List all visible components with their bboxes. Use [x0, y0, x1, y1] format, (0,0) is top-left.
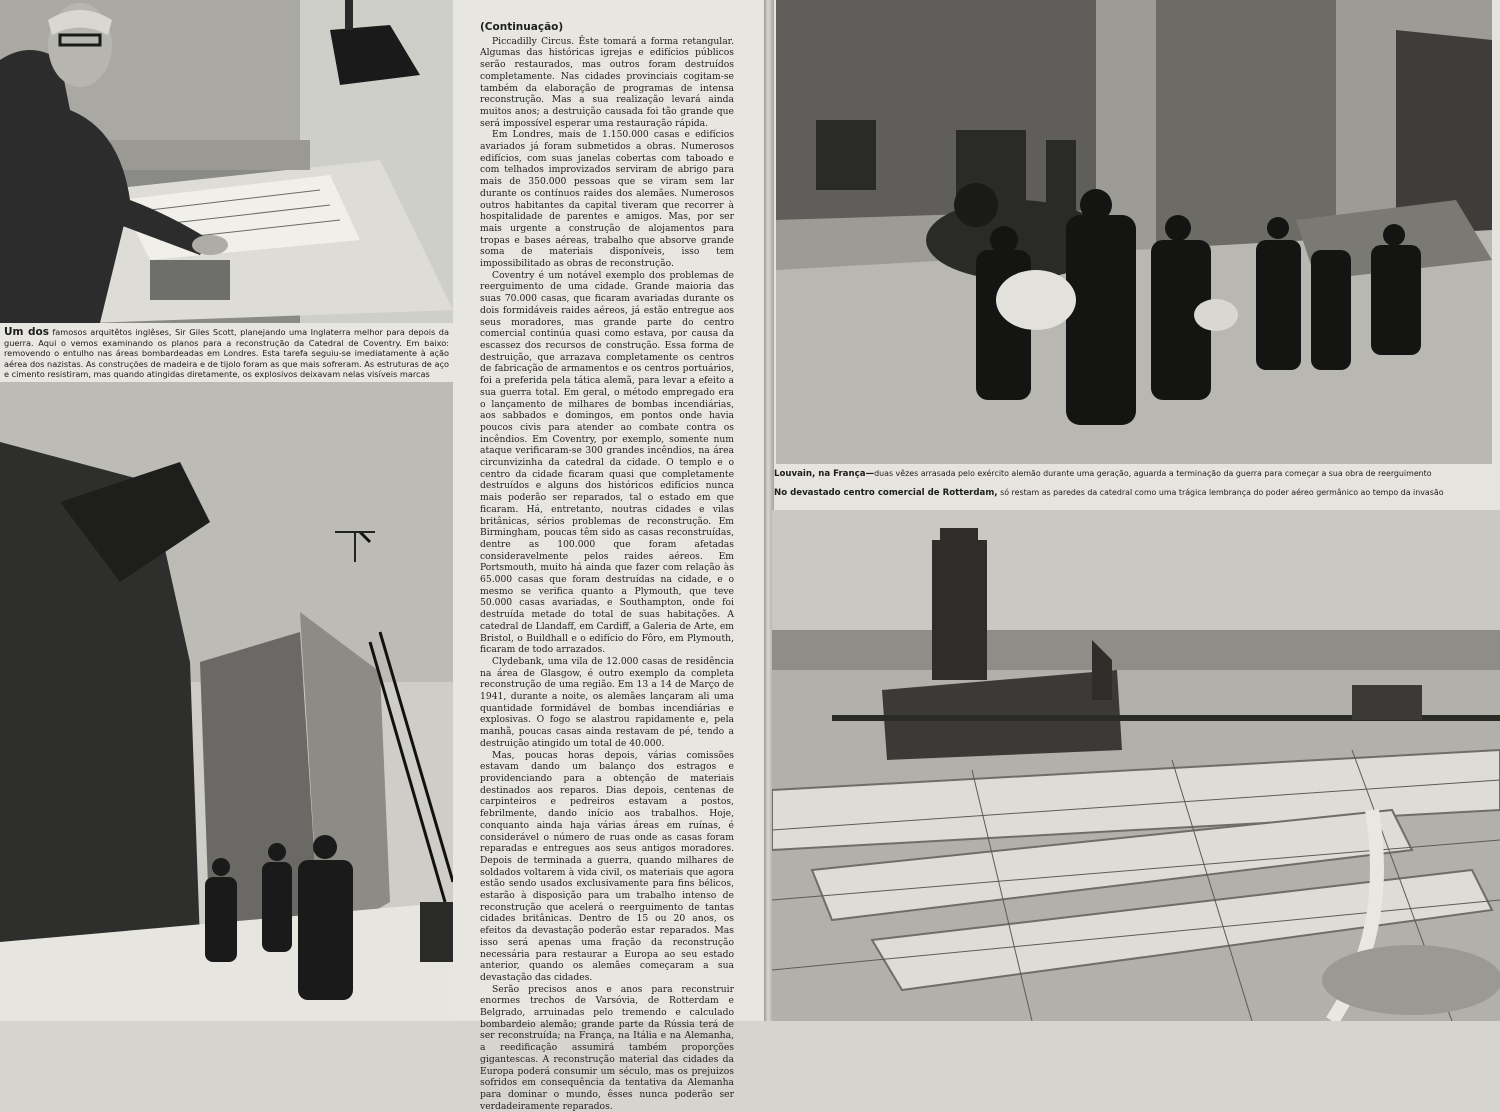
louvain-photo	[776, 0, 1492, 464]
rotterdam-caption-text: só restam as paredes da catedral como uma trágica lembrança do poder aéreo germânico ao tempo da invasão	[1000, 488, 1444, 497]
louvain-caption-lead: Louvain, na França—	[774, 469, 875, 479]
architect-caption	[0, 325, 453, 381]
architect-caption-lead: Um dos	[4, 326, 49, 338]
architect-photo	[0, 0, 453, 323]
louvain-caption-text: duas vêzes arrasada pelo exército alemão durante uma geração, aguarda a terminação da guerra para começar a sua obra de reerguimento	[874, 469, 1432, 478]
article-paragraph-4: Clydebank, uma vila de 12.000 casas de residência na área de Glasgow, é outro exemplo da completa reconstrução de uma região. Em 13 a 14 de Março de 1941, durante a noite, os alemães lançaram ali uma quantidade formidável de bombas incendiárias e explosivas. O fogo se alastrou rapidamente e, pela manhã, poucas casas ainda restavam de pé, tendo a destruição atingido um total de 40.000.	[480, 655, 734, 749]
louvain-caption	[772, 469, 1500, 479]
article-paragraph-5: Mas, poucas horas depois, várias comissões estavam dando um balanço dos estragos e providenciando para a obtenção de materiais destinados aos reparos. Dias depois, centenas de carpinteiros e pedreiros estavam a postos, febrilmente, dando início aos trabalhos. Hoje, conquanto ainda haja várias áreas em ruínas, é considerável o número de ruas onde as casas foram reparadas e entregues aos seus antigos moradores. Depois de terminada a guerra, quando milhares de soldados voltarem à vida civil, os materiais que agora estão sendo usados exclusivamente para fins bélicos, estarão à disposição para um trabalho intenso de reconstrução que acelerá o reerguimento de tantas cidades britânicas. Dentro de 15 ou 20 anos, os efeitos da devastação poderão estar reparados. Mas isso será apenas uma fração da reconstrução necessária para restaurar a Europa ao seu estado anterior, quando os alemães começaram a sua devastação das cidades.	[480, 749, 734, 983]
architect-caption-text: famosos arquitêtos inglêses, Sir Giles Scott, planejando uma Inglaterra melhor para depois da guerra. Aqui o vemos examinando os planos para a reconstrução da Catedral de Coventry. Em baixo: removendo o entulho nas áreas bombardeadas em Londres. Esta tarefa seguiu-se imediatamente à ação aérea dos nazistas. As construções de madeira e de tijolo foram as que mais sofreram. As estruturas de aço e cimento resistiram, mas quando atingidas diretamente, os explosivos deixavam nelas visíveis marcas	[4, 327, 449, 379]
article-paragraph-6: Serão precisos anos e anos para reconstruir enormes trechos de Varsóvia, de Rotterdam e Belgrado, arruinadas pelo tremendo e calculado bombardeio alemão; grande parte da Rússia terá de ser reconstruída; na França, na Itália e na Alemanha, a reedificação assumirá também proporções gigantescas. A reconstrução material das cidades da Europa poderá consumir um século, mas os prejuizos sofridos em consequência da tentativa da Alemanha para dominar o mundo, êsses nunca poderão ser verdadeiramente reparados.	[480, 983, 734, 1112]
article-column	[480, 21, 734, 1112]
rotterdam-caption-lead: No devastado centro comercial de Rotterdam,	[774, 488, 998, 498]
article-paragraph-1: Piccadilly Circus. Êste tomará a forma retangular. Algumas das históricas igrejas e edifícios públicos serão restaurados, mas outros foram destruídos completamente. Nas cidades provinciais cogitam-se também da elaboração de programas de intensa reconstrução. Mas a sua realização levará ainda muitos anos; a destruição causada foi tão grande que será impossível esperar uma restauração rápida.	[480, 35, 734, 129]
rotterdam-caption	[772, 488, 1500, 498]
rotterdam-photo	[772, 510, 1500, 1021]
article-paragraph-2: Em Londres, mais de 1.150.000 casas e edifícios avariados já foram submetidos a obras. Numerosos edifícios, com suas janelas cobertas com taboado e com telhados improvizados serviram de abrigo para mais de 350.000 pessoas que se viram sem lar durante os contínuos raides dos alemães. Numerosos outros habitantes da capital tiveram que recorrer à hospitalidade de parentes e amigos. Mas, por ser mais urgente a construção de alojamentos para tropas e bases aéreas, trabalho que absorve grande soma de materiais disponíveis, isso tem impossibilitado as obras de reconstrução.	[480, 129, 734, 270]
article-paragraph-3: Coventry é um notável exemplo dos problemas de reerguimento de uma cidade. Grande maioria das suas 70.000 casas, que ficaram avariadas durante os dois formidáveis raides aéreos, já estão entregue aos seus moradores, mas grande parte do centro comercial continúa quasi como estava, por causa da escassez dos recursos de construção. Essa forma de destruição, que arrazava completamente os centros de fabricação de armamentos e os centros portuários, foi a preferida pela tática alemã, para levar a efeito a sua guerra total. Em geral, o método empregado era o lançamento de milhares de bombas incendiárias, aos sabbados e domingos, em pontos onde havia poucos civis para atender ao combate contra os incêndios. Em Coventry, por exemplo, somente num ataque verificaram-se 300 grandes incêndios, na área circunvizinha da catedral da cidade. O templo e o centro da cidade ficaram quasi que completamente destruídos e alguns dos históricos edifícios nunca mais poderão ser reparados, tal o estado em que ficaram. Há, entretanto, noutras cidades e vilas britânicas, sérios problemas de reconstrução. Em Birmingham, poucas têm sido as casas reconstruídas, dentre as 100.000 que foram afetadas consideravelmente pelos raides aéreos. Em Portsmouth, muito há ainda que fazer com relação às 65.000 casas que foram destruídas na cidade, e o mesmo se verifica quanto a Plymouth, que teve 50.000 casas avariadas, e Southampton, onde foi destruída metade do total de suas habitações. A catedral de Llandaff, em Cardiff, a Galeria de Arte, em Bristol, o Buildhall e o edifício do Fôro, em Plymouth, ficaram de todo arrazados.	[480, 269, 734, 656]
article-heading: (Continuação)	[480, 21, 564, 33]
london-street-photo	[0, 382, 453, 1021]
